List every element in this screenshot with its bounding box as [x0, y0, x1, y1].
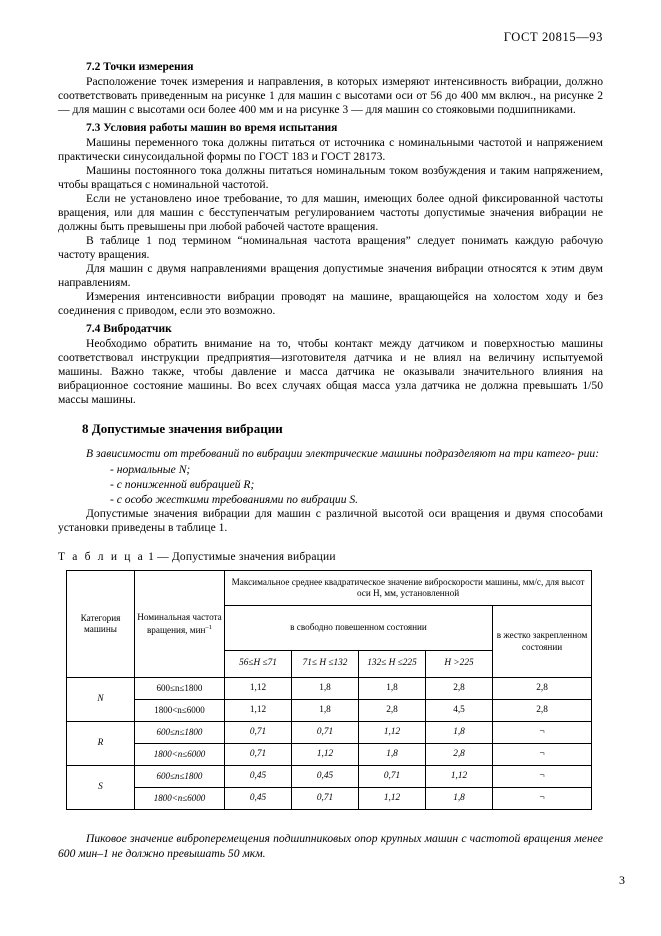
vibration-limits-table: [66, 570, 592, 810]
table-caption-rest: 1 — Допустимые значения вибрации: [148, 551, 336, 564]
cell-r1-c5: ¬: [493, 722, 592, 744]
paragraph-7-3-3: Если не установлено иное требование, то для машин, имеющих более одной фиксированной частоты вращения, или для машин с бесступенчатым регулированием частоты допустимые значения вибрации не должны быть превышены при любой рабочей частоте вращения.: [58, 192, 603, 234]
cell-r2-c3: 1,8: [359, 744, 426, 766]
paragraph-7-3-1: Машины переменного тока должны питаться от источника с номинальными частотой и напряжением практически синусоидальной формы по ГОСТ 183 и ГОСТ 28173.: [58, 136, 603, 164]
heading-8: 8 Допустимые значения вибрации: [82, 421, 283, 437]
footnote-text: Пиковое значение виброперемещения подшипниковых опор крупных машин с частотой вращения менее 600 мин–1 не должно превышать 50 мкм.: [58, 832, 603, 860]
cell-r2-c4: 2,8: [426, 744, 493, 766]
cell-s2-c1: 0,45: [225, 788, 292, 810]
header-nominal-speed-text: Номинальная частота вращения, мин: [137, 612, 222, 635]
cell-n2-c5: 2,8: [493, 700, 592, 722]
header-h-gt-225: H >225: [426, 651, 493, 678]
category-item-normal: - нормальные N;: [110, 462, 191, 476]
heading-7-3: 7.3 Условия работы машин во время испытания: [86, 122, 338, 135]
paragraph-7-4-1: Необходимо обратить внимание на то, чтобы контакт между датчиком и поверхностью машины соответствовал инструкции предприятия—изготовителя датчика и не влиял на величину испытуемой машины. Важно также, чтобы давление и масса датчика не оказывали значительного влияния на вибрационное состояние машины. Во всех случаях общая масса узла датчика не должна превышать 1/50 массы машины.: [58, 337, 603, 407]
paragraph-7-3-5: Для машин с двумя направлениями вращения допустимые значения вибрации относятся к этим двум направлениям.: [58, 262, 603, 290]
page-number: 3: [619, 873, 625, 887]
table-row: [67, 788, 592, 810]
cell-r2-c2: 1,12: [292, 744, 359, 766]
header-group-fixed: в жестко закрепленном состоянии: [493, 606, 592, 678]
header-nominal-speed-sup: –1: [205, 623, 213, 631]
paragraph-8-after: Допустимые значения вибрации для машин с различной высотой оси вращения и двумя способами установки приведены в таблице 1.: [58, 507, 603, 535]
paragraph-7-2-1: Расположение точек измерения и направления, в которых измеряют интенсивность вибрации, должно соответствовать приведенным на рисунке 1 для машин с высотами оси от 56 до 400 мм включ., на рисунке 2 — для машин с высотами оси более 400 мм и на рисунке 3 — для машин со стояковыми подшипниками.: [58, 75, 603, 117]
cell-n2-c1: 1,12: [225, 700, 292, 722]
table-header-row-1: [67, 571, 592, 606]
cell-s1-c2: 0,45: [292, 766, 359, 788]
table-row: [67, 744, 592, 766]
page-content: [58, 30, 603, 861]
heading-7-2: 7.2 Точки измерения: [86, 61, 194, 73]
header-h-132-225: 132≤ H ≤225: [359, 651, 426, 678]
header-h-71-132: 71≤ H ≤132: [292, 651, 359, 678]
table-caption-prefix: Т а б л и ц а: [58, 551, 145, 564]
row-speed-s-1: 600≤n≤1800: [135, 766, 225, 788]
header-nominal-speed: [135, 571, 225, 678]
standard-header: ГОСТ 20815—93: [503, 30, 603, 44]
cell-s2-c2: 0,71: [292, 788, 359, 810]
cell-r1-c4: 1,8: [426, 722, 493, 744]
cell-s2-c3: 1,12: [359, 788, 426, 810]
cell-n1-c4: 2,8: [426, 678, 493, 700]
table-row: [67, 678, 592, 700]
cell-s1-c5: ¬: [493, 766, 592, 788]
header-span-top: Максимальное среднее квадратическое значение виброскорости машины, мм/с, для высот оси H, мм, установленной: [225, 571, 592, 606]
cell-s1-c4: 1,12: [426, 766, 493, 788]
table-row: [67, 766, 592, 788]
row-speed-s-2: 1800<n≤6000: [135, 788, 225, 810]
row-speed-r-1: 600≤n≤1800: [135, 722, 225, 744]
row-category-r: R: [67, 722, 135, 766]
paragraph-8-intro: В зависимости от требований по вибрации электрические машины подразделяют на три катего- рии:: [86, 447, 600, 461]
header-h-56-71: 56≤H ≤71: [225, 651, 292, 678]
cell-r1-c1: 0,71: [225, 722, 292, 744]
cell-n1-c5: 2,8: [493, 678, 592, 700]
cell-n2-c2: 1,8: [292, 700, 359, 722]
category-item-special: - с особо жесткими требованиями по вибрации S.: [110, 492, 359, 506]
cell-s2-c4: 1,8: [426, 788, 493, 810]
row-speed-n-2: 1800<n≤6000: [135, 700, 225, 722]
cell-s2-c5: ¬: [493, 788, 592, 810]
cell-n2-c3: 2,8: [359, 700, 426, 722]
heading-7-4: 7.4 Вибродатчик: [86, 323, 172, 336]
cell-n1-c2: 1,8: [292, 678, 359, 700]
table-row: [67, 700, 592, 722]
header-category: Категория машины: [67, 571, 135, 678]
cell-n1-c3: 1,8: [359, 678, 426, 700]
cell-s1-c1: 0,45: [225, 766, 292, 788]
row-speed-n-1: 600≤n≤1800: [135, 678, 225, 700]
table-row: [67, 722, 592, 744]
cell-n2-c4: 4,5: [426, 700, 493, 722]
row-speed-r-2: 1800<n≤6000: [135, 744, 225, 766]
paragraph-7-3-4: В таблице 1 под термином “номинальная частота вращения” следует понимать каждую рабочую частоту вращения.: [58, 234, 603, 262]
cell-s1-c3: 0,71: [359, 766, 426, 788]
header-group-free: в свободно повешенном состоянии: [225, 606, 493, 651]
cell-r2-c5: ¬: [493, 744, 592, 766]
table-caption: [58, 551, 603, 563]
cell-r2-c1: 0,71: [225, 744, 292, 766]
row-category-n: N: [67, 678, 135, 722]
category-item-reduced: - с пониженной вибрацией R;: [110, 477, 255, 491]
cell-r1-c3: 1,12: [359, 722, 426, 744]
cell-n1-c1: 1,12: [225, 678, 292, 700]
paragraph-7-3-6: Измерения интенсивности вибрации проводят на машине, вращающейся на холостом ходу и без соединения с приводом, если это возможно.: [58, 290, 603, 318]
row-category-s: S: [67, 766, 135, 810]
cell-r1-c2: 0,71: [292, 722, 359, 744]
paragraph-7-3-2: Машины постоянного тока должны питаться номинальным током возбуждения и таким напряжением, чтобы вращаться с номинальной частотой.: [58, 164, 603, 192]
